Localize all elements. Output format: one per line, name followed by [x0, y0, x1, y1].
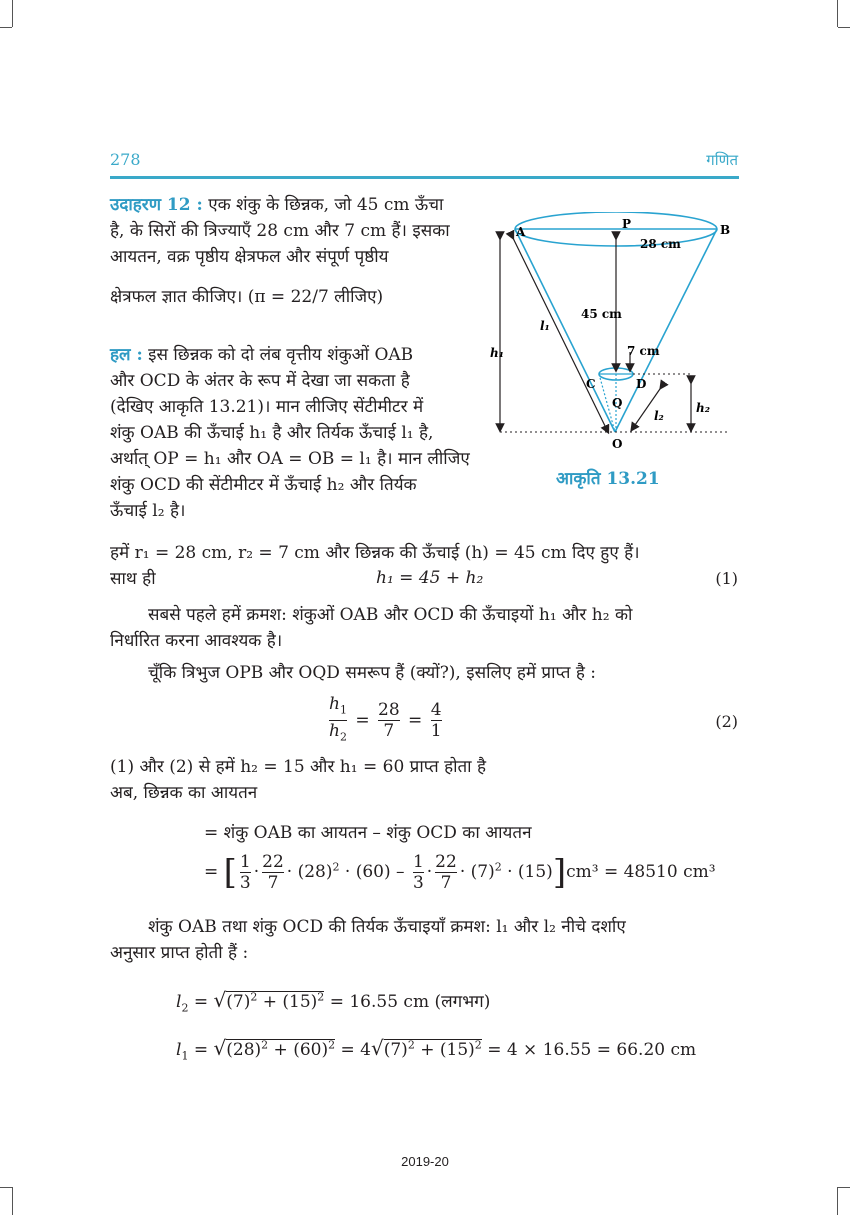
- fraction: $\frac{4}{1}$: [430, 700, 442, 742]
- equation-1: h₁ = 45 + h₂: [376, 568, 484, 588]
- l1-equation-tail: = 4 × 16.55 = 66.20 cm: [487, 1040, 697, 1060]
- example-line: है, के सिरों की त्रिज्याएँ 28 cm और 7 cm हैं। इसका: [110, 221, 450, 241]
- example-line: एक शंकु के छिन्नक, जो 45 cm ऊँचा: [202, 195, 444, 215]
- crop-mark: [12, 1187, 13, 1215]
- l1-arrow: [512, 236, 607, 430]
- para-2: चूँकि त्रिभुज OPB और OQD समरूप हैं (क्यों?), इसलिए हमें प्राप्त है :: [148, 663, 596, 683]
- solution-line: अर्थात् OP = h₁ और OA = OB = l₁ है। मान लीजिए: [110, 449, 470, 469]
- label-l2: l₂: [654, 409, 664, 423]
- label-l1: l₁: [540, 319, 550, 333]
- fraction: $\frac{28}{7}$: [378, 700, 400, 742]
- label-q: Q: [612, 396, 623, 410]
- volume-result: cm³ = 48510 cm³: [566, 862, 716, 882]
- slant-para: [110, 914, 740, 966]
- label-r1: 28 cm: [640, 237, 681, 251]
- solution-line: ऊँचाई l₂ है।: [110, 501, 186, 521]
- label-d: D: [636, 377, 647, 391]
- volume-formula: = [ $\frac{1}{3}$ · $\frac{22}{7}$ · $(28)^2 \cdot (60)$ – $\frac{1}{3}$ · $\frac{22}{7}$ · $(7)^2 \cdot (15)]cm^3 = 48510$ cm³: [204, 852, 716, 893]
- result-line: (1) और (2) से हमें h₂ = 15 और h₁ = 60 प्राप्त होता है: [110, 757, 487, 777]
- fraction: $\frac{h_1}{h_2}$: [329, 694, 347, 744]
- fraction: $\frac{22}{7}$: [435, 852, 457, 893]
- para-1: [110, 602, 740, 654]
- label-c: C: [586, 377, 596, 391]
- solution-label: हल :: [110, 345, 143, 365]
- crop-mark: [838, 27, 850, 28]
- solution-line: शंकु OCD की सेंटीमीटर में ऊँचाई h₂ और तिर्यक: [110, 475, 417, 495]
- fraction: $\frac{22}{7}$: [262, 852, 284, 893]
- label-h: 45 cm: [581, 307, 622, 321]
- l2-equation: $l_2 = √(7)^2 + (15)^2 = 16.55$ cm (लगभग): [176, 988, 491, 1015]
- label-r2: 7 cm: [627, 344, 660, 358]
- figure-caption: आकृति 13.21: [556, 469, 660, 489]
- example-line: आयतन, वक्र पृष्ठीय क्षेत्रफल और संपूर्ण पृष्ठीय: [110, 247, 389, 267]
- subject-title: गणित: [706, 151, 738, 169]
- fraction: $\frac{1}{3}$: [412, 852, 424, 893]
- label-b: B: [720, 223, 731, 237]
- cone-side-left: [515, 229, 615, 432]
- label-a: A: [516, 225, 526, 239]
- equation-1-number: (1): [715, 569, 738, 588]
- example-line: क्षेत्रफल ज्ञात कीजिए। (π = 22/7 लीजिए): [110, 287, 384, 307]
- fraction: $\frac{1}{3}$: [239, 852, 251, 893]
- frustum-figure: [490, 212, 750, 457]
- also-label: साथ ही: [110, 569, 156, 589]
- label-p: P: [622, 217, 632, 231]
- l2-equation-tail: = 16.55 cm (लगभग): [329, 992, 491, 1012]
- solution-line: शंकु OAB की ऊँचाई h₁ है और तिर्यक ऊँचाई l₁ है,: [110, 423, 434, 443]
- example-label: उदाहरण 12 :: [110, 195, 203, 215]
- crop-mark: [12, 0, 13, 27]
- crop-mark: [0, 27, 12, 28]
- footer-year: 2019-20: [401, 1154, 449, 1169]
- crop-mark: [837, 0, 838, 27]
- example-statement: [110, 192, 480, 310]
- equation-2-number: (2): [715, 712, 738, 731]
- para-1-line: निर्धारित करना आवश्यक है।: [110, 631, 283, 651]
- solution-line: और OCD के अंतर के रूप में देखा जा सकता है: [110, 371, 410, 391]
- crop-mark: [0, 1187, 12, 1188]
- label-h1: h₁: [490, 346, 504, 360]
- solution-line: (देखिए आकृति 13.21)। मान लीजिए सेंटीमीटर में: [110, 397, 424, 417]
- solution-text: [110, 342, 480, 524]
- volume-line-1: = शंकु OAB का आयतन – शंकु OCD का आयतन: [204, 823, 532, 843]
- label-o: O: [612, 437, 623, 451]
- page-number: 278: [110, 150, 141, 169]
- label-h2: h₂: [696, 401, 710, 415]
- slant-line: अनुसार प्राप्त होती हैं :: [110, 943, 249, 963]
- crop-mark: [837, 1187, 838, 1215]
- para-1-line: सबसे पहले हमें क्रमश: शंकुओं OAB और OCD की ऊँचाइयों h₁ और h₂ को: [148, 605, 633, 625]
- volume-intro: अब, छिन्नक का आयतन: [110, 783, 258, 803]
- slant-line: शंकु OAB तथा शंकु OCD की तिर्यक ऊँचाइयाँ क्रमश: l₁ और l₂ नीचे दर्शाए: [148, 917, 626, 937]
- solution-line: इस छिन्नक को दो लंब वृत्तीय शंकुओं OAB: [142, 345, 414, 365]
- equation-2: $\frac{h_1}{h_2}$ = $\frac{28}{7}$ = $\frac{4}{1}$: [326, 694, 445, 748]
- crop-mark: [838, 1187, 850, 1188]
- l1-equation: $l_1 = √(28)^2 + (60)^2 = 4√(7)^2 + (15)^2 = 4 \times 16.55 = 66.20$ cm: [176, 1036, 697, 1063]
- given-line: हमें r₁ = 28 cm, r₂ = 7 cm और छिन्नक की ऊँचाई (h) = 45 cm दिए हुए हैं।: [110, 543, 640, 563]
- header-rule: [110, 176, 739, 179]
